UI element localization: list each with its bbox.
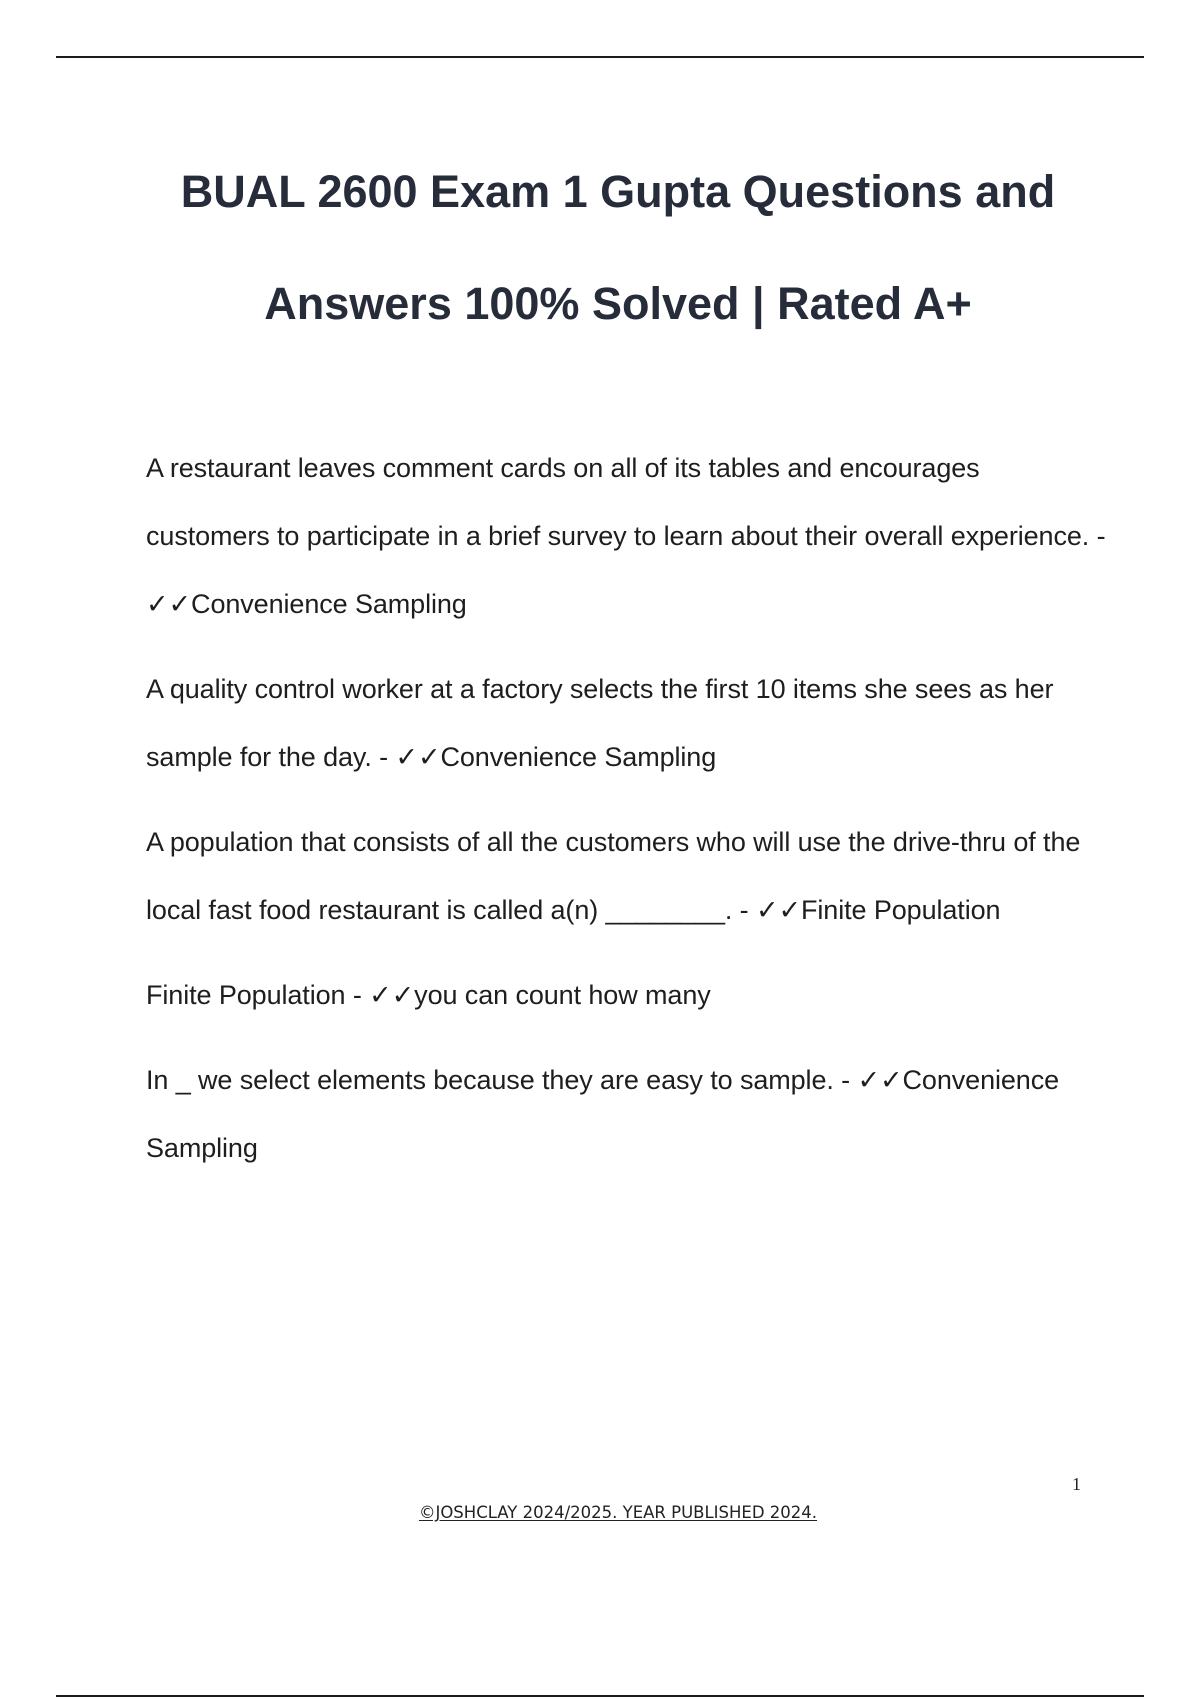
- question-text: In _ we select elements because they are easy to sample. -: [146, 1065, 858, 1095]
- qa-list: [146, 434, 1106, 1199]
- question-text: A quality control worker at a factory selects the first 10 items she sees as her sample for the day. -: [146, 674, 1054, 772]
- answer-text: ✓✓Convenience Sampling: [395, 742, 717, 772]
- qa-item: [146, 808, 1106, 944]
- document-title: [0, 136, 1200, 360]
- bottom-rule: [56, 1695, 1144, 1697]
- answer-text: ✓✓Finite Population: [755, 895, 1001, 925]
- qa-item: [146, 655, 1106, 791]
- footer-text: ©JOSHCLAY 2024/2025. YEAR PUBLISHED 2024.: [418, 1503, 818, 1522]
- title-line-1: BUAL 2600 Exam 1 Gupta Questions and: [180, 166, 1056, 217]
- question-text: A population that consists of all the customers who will use the drive-thru of the local fast food restaurant is called a(n) ________. -: [146, 827, 1081, 925]
- answer-text: ✓✓you can count how many: [369, 980, 711, 1010]
- answer-text: ✓✓Convenience Sampling: [146, 589, 467, 619]
- qa-item: [146, 1046, 1106, 1182]
- top-rule: [56, 56, 1144, 58]
- page-number: 1: [1072, 1474, 1081, 1494]
- title-line-2: Answers 100% Solved | Rated A+: [264, 278, 972, 329]
- answer-text: ✓✓Convenience Sampling: [146, 1065, 1060, 1163]
- qa-item: [146, 434, 1106, 638]
- footer-copyright: [0, 1503, 1200, 1522]
- question-text: A restaurant leaves comment cards on all of its tables and encourages customers to participate in a brief survey to learn about their overall experience. -: [146, 453, 1106, 551]
- qa-item: [146, 961, 1106, 1029]
- question-text: Finite Population -: [146, 980, 370, 1010]
